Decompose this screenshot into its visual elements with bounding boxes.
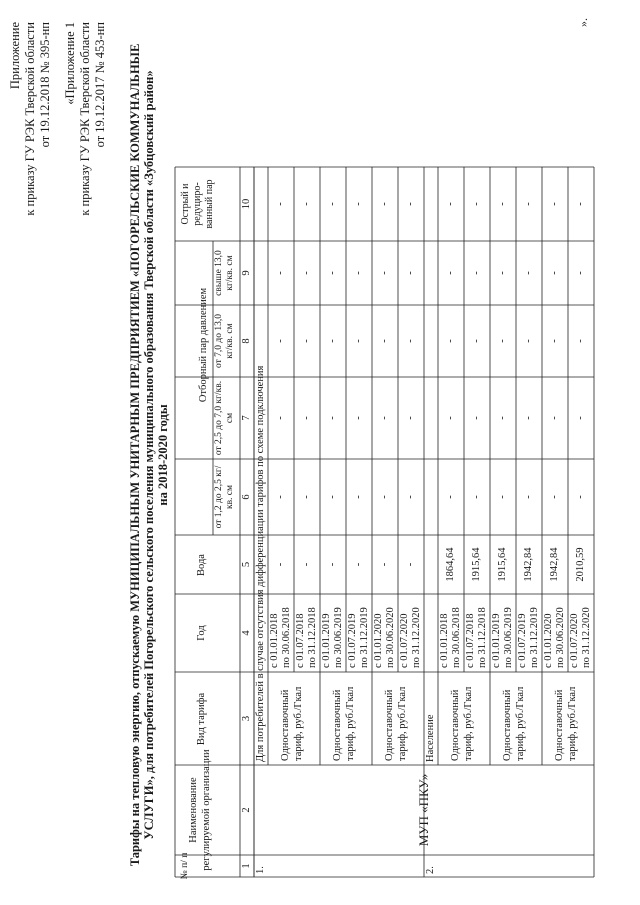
column-number: 3 (241, 715, 252, 722)
header-steam-col: свыше 13,0 кг/кв. см (214, 250, 235, 296)
period-to: по 30.06.2018 (451, 607, 462, 668)
header-year: Год (196, 625, 207, 641)
appendix-line: Приложение (8, 22, 22, 90)
empty-value: - (471, 416, 482, 420)
empty-value: - (353, 271, 364, 275)
title-line: УСЛУГИ», для потребителей Погорельского сельского поселения муниципального образования Тверской области «Зубцовский район» (142, 70, 156, 840)
water-tariff-value: 1915,64 (471, 547, 482, 582)
empty-value: - (327, 271, 338, 275)
empty-value: - (497, 202, 508, 206)
empty-value: - (379, 202, 390, 206)
empty-value: - (549, 416, 560, 420)
period-to: по 30.06.2019 (503, 607, 514, 668)
empty-value: - (275, 416, 286, 420)
period-from: с 01.07.2020 (399, 613, 410, 668)
empty-value: - (575, 202, 586, 206)
tariff-unit: тариф, руб./Гкал (293, 686, 304, 761)
empty-value: - (445, 416, 456, 420)
water-tariff-value: 1942,84 (523, 547, 534, 582)
period-to: по 31.12.2018 (477, 607, 488, 668)
empty-value: - (549, 202, 560, 206)
column-number: 2 (241, 807, 252, 813)
period-to: по 30.06.2020 (385, 607, 396, 668)
water-tariff-value: 2010,59 (575, 547, 586, 582)
column-number: 6 (241, 494, 252, 500)
tariff-type: Одноставочный (280, 689, 291, 761)
column-number: 10 (241, 198, 252, 210)
period-to: по 31.12.2019 (359, 607, 370, 668)
empty-value: - (327, 339, 338, 343)
empty-value: - (497, 495, 508, 499)
empty-value: - (353, 495, 364, 499)
header-sharp-steam: Острый и редуциро-ванный пар (180, 179, 215, 229)
period-from: с 01.07.2019 (517, 613, 528, 668)
organization-name: МУП «ПКУ» (416, 773, 431, 847)
empty-value: - (471, 202, 482, 206)
empty-value: - (327, 202, 338, 206)
empty-value: - (379, 416, 390, 420)
column-number: 4 (241, 630, 252, 636)
period-from: с 01.07.2019 (347, 613, 358, 668)
empty-value: - (301, 495, 312, 499)
empty-value: - (379, 495, 390, 499)
column-number: 8 (241, 338, 252, 344)
water-tariff-value: - (405, 562, 416, 567)
empty-value: - (405, 416, 416, 420)
water-tariff-value: - (379, 562, 390, 567)
empty-value: - (405, 271, 416, 275)
empty-value: - (575, 339, 586, 343)
water-tariff-value: 1864,64 (445, 547, 456, 582)
closing-quote-mark: ». (576, 18, 590, 27)
section-number: 1. (255, 866, 266, 874)
tariff-unit: тариф, руб./Гкал (345, 686, 356, 761)
empty-value: - (353, 202, 364, 206)
empty-value: - (497, 416, 508, 420)
period-to: по 31.12.2020 (411, 607, 422, 668)
empty-value: - (445, 495, 456, 499)
water-tariff-value: - (353, 562, 364, 567)
period-from: с 01.07.2020 (569, 613, 580, 668)
empty-value: - (549, 271, 560, 275)
water-tariff-value: - (275, 562, 286, 567)
appendix-line: к приказу ГУ РЭК Тверской области (23, 22, 37, 216)
empty-value: - (445, 202, 456, 206)
water-tariff-value: 1915,64 (497, 547, 508, 582)
empty-value: - (275, 271, 286, 275)
empty-value: - (523, 339, 534, 343)
empty-value: - (523, 202, 534, 206)
section-title: Для потребителей в случае отсутствия дифференциации тарифов по схеме подключения (255, 365, 266, 762)
prior-appendix-line: от 19.12.2017 № 453-нп (93, 22, 107, 148)
empty-value: - (327, 416, 338, 420)
header-steam-group: Отборный пар давлением (198, 287, 209, 403)
period-from: с 01.07.2018 (295, 613, 306, 668)
period-to: по 30.06.2018 (281, 607, 292, 668)
empty-value: - (327, 495, 338, 499)
empty-value: - (575, 271, 586, 275)
water-tariff-value: 1942,84 (549, 547, 560, 582)
tariff-unit: тариф, руб./Гкал (463, 686, 474, 761)
empty-value: - (523, 495, 534, 499)
tariff-type: Одноставочный (502, 689, 513, 761)
empty-value: - (275, 339, 286, 343)
empty-value: - (523, 271, 534, 275)
appendix-line: от 19.12.2018 № 395-нп (38, 22, 52, 148)
empty-value: - (275, 202, 286, 206)
tariff-type: Одноставочный (332, 689, 343, 761)
header-org: регулируемой организации (201, 749, 212, 871)
column-number: 7 (241, 415, 252, 421)
empty-value: - (301, 339, 312, 343)
empty-value: - (353, 416, 364, 420)
empty-value: - (379, 339, 390, 343)
period-from: с 01.01.2020 (373, 613, 384, 668)
column-number: 9 (241, 270, 252, 276)
period-from: с 01.01.2018 (269, 613, 280, 668)
empty-value: - (275, 495, 286, 499)
period-to: по 30.06.2019 (333, 607, 344, 668)
section-title: Население (425, 714, 436, 762)
empty-value: - (523, 416, 534, 420)
header-org: Наименование (188, 777, 199, 843)
tariff-unit: тариф, руб./Гкал (515, 686, 526, 761)
header-steam-col: от 7,0 до 13,0 кг/кв. см (214, 314, 235, 368)
empty-value: - (471, 271, 482, 275)
period-from: с 01.07.2018 (465, 613, 476, 668)
empty-value: - (575, 495, 586, 499)
tariff-unit: тариф, руб./Гкал (397, 686, 408, 761)
header-water: Вода (196, 554, 207, 576)
empty-value: - (575, 416, 586, 420)
empty-value: - (471, 339, 482, 343)
title-line: Тарифы на тепловую энергию, отпускаемую МУНИЦИПАЛЬНЫМ УНИТАРНЫМ ПРЕДПРИЯТИЕМ «ПОГОРЕЛЬСКИЕ КОММУНАЛЬНЫЕ (128, 43, 142, 867)
empty-value: - (301, 271, 312, 275)
empty-value: - (405, 202, 416, 206)
header-steam-col: от 1,2 до 2,5 кг/кв. см (214, 465, 235, 529)
column-number: 1 (241, 863, 252, 869)
empty-value: - (497, 271, 508, 275)
period-to: по 31.12.2019 (529, 607, 540, 668)
period-from: с 01.01.2019 (491, 613, 502, 668)
header-tariff-type: Вид тарифа (196, 692, 207, 746)
empty-value: - (549, 339, 560, 343)
empty-value: - (301, 416, 312, 420)
empty-value: - (405, 339, 416, 343)
empty-value: - (445, 339, 456, 343)
column-number: 5 (241, 561, 252, 568)
period-from: с 01.01.2019 (321, 613, 332, 668)
empty-value: - (549, 495, 560, 499)
water-tariff-value: - (327, 562, 338, 567)
tariff-type: Одноставочный (450, 689, 461, 761)
tariff-type: Одноставочный (554, 689, 565, 761)
tariff-type: Одноставочный (384, 689, 395, 761)
header-num: № п/ п (180, 852, 190, 880)
empty-value: - (471, 495, 482, 499)
empty-value: - (301, 202, 312, 206)
tariff-unit: тариф, руб./Гкал (567, 686, 578, 761)
empty-value: - (405, 495, 416, 499)
period-from: с 01.01.2018 (439, 613, 450, 668)
period-to: по 30.06.2020 (555, 607, 566, 668)
title-line: на 2018-2020 годы (156, 404, 170, 506)
water-tariff-value: - (301, 562, 312, 567)
period-to: по 31.12.2018 (307, 607, 318, 668)
empty-value: - (353, 339, 364, 343)
prior-appendix-line: «Приложение 1 (63, 22, 77, 105)
section-number: 2. (425, 866, 436, 874)
prior-appendix-line: к приказу ГУ РЭК Тверской области (78, 22, 92, 216)
empty-value: - (497, 339, 508, 343)
header-steam-col: от 2,5 до 7,0 кг/кв. см (214, 380, 235, 456)
empty-value: - (379, 271, 390, 275)
period-to: по 31.12.2020 (581, 607, 592, 668)
period-from: с 01.01.2020 (543, 613, 554, 668)
empty-value: - (445, 271, 456, 275)
